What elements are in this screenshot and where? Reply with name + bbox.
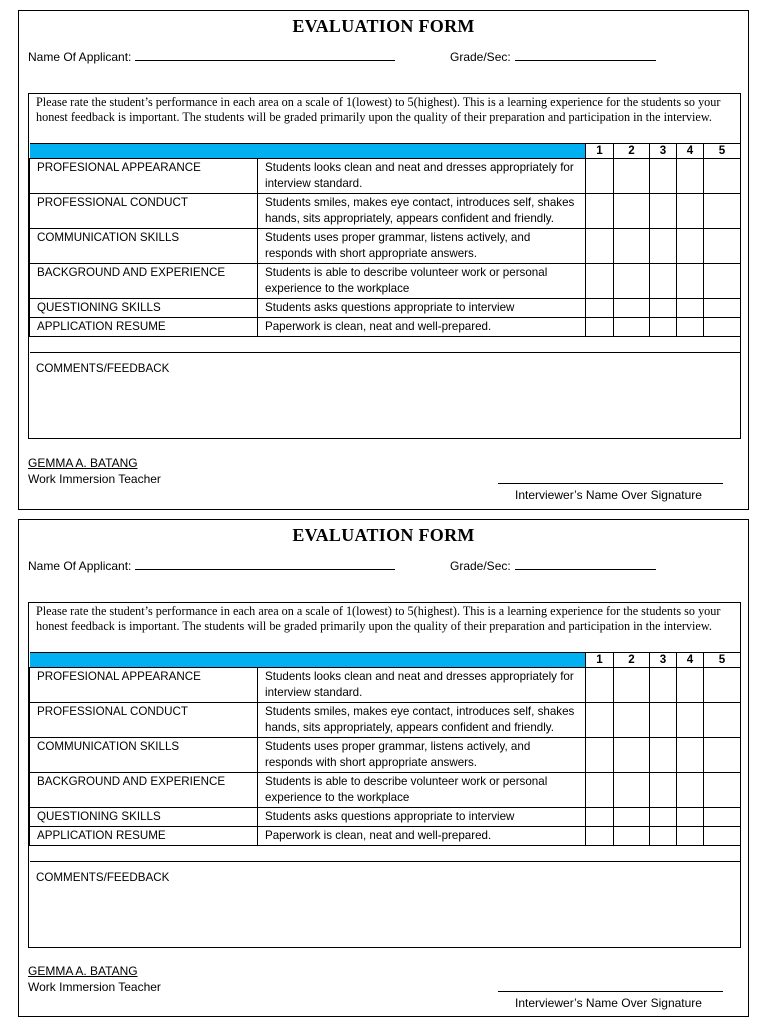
- header-bar: [30, 144, 586, 159]
- criteria-area: BACKGROUND AND EXPERIENCE: [30, 773, 258, 808]
- score-cell[interactable]: [704, 773, 741, 808]
- criteria-area: BACKGROUND AND EXPERIENCE: [30, 264, 258, 299]
- criteria-area: PROFESSIONAL CONDUCT: [30, 194, 258, 229]
- grade-section-label: Grade/Sec:: [450, 559, 511, 573]
- scale-label: 4: [677, 653, 704, 668]
- evaluation-form-1: [18, 10, 749, 510]
- spacer-row: [30, 337, 741, 353]
- score-cell[interactable]: [704, 194, 741, 229]
- criteria-row: [30, 318, 741, 337]
- comments-label: COMMENTS/FEEDBACK: [36, 362, 170, 375]
- spacer-cell: [30, 337, 741, 353]
- grade-section-blank[interactable]: [515, 558, 656, 570]
- signature-label: Interviewer’s Name Over Signature: [515, 488, 702, 502]
- applicant-name-label: Name Of Applicant:: [28, 50, 132, 64]
- signature-line[interactable]: [498, 483, 723, 484]
- grade-section-field[interactable]: [450, 558, 656, 573]
- criteria-area: PROFESSIONAL CONDUCT: [30, 703, 258, 738]
- instructions-text: Please rate the student’s performance in each area on a scale of 1(lowest) to 5(highest). This is a learning experience for the students so your honest feedback is important. The students will be graded primarily upon the quality of their preparation and participation in the interview.: [36, 604, 721, 633]
- score-cell[interactable]: [586, 318, 614, 337]
- rating-table: [29, 143, 741, 353]
- score-cell[interactable]: [614, 668, 650, 703]
- criteria-area: QUESTIONING SKILLS: [30, 299, 258, 318]
- score-cell[interactable]: [677, 264, 704, 299]
- score-cell[interactable]: [650, 318, 677, 337]
- score-cell[interactable]: [677, 668, 704, 703]
- scale-label: 3: [650, 653, 677, 668]
- criteria-row: [30, 299, 741, 318]
- applicant-name-blank[interactable]: [135, 558, 395, 570]
- score-cell[interactable]: [677, 299, 704, 318]
- score-cell[interactable]: [704, 229, 741, 264]
- signature-line[interactable]: [498, 991, 723, 992]
- score-cell[interactable]: [677, 773, 704, 808]
- scale-label: 2: [614, 653, 650, 668]
- score-cell[interactable]: [614, 299, 650, 318]
- criteria-row: [30, 159, 741, 194]
- criteria-area: APPLICATION RESUME: [30, 318, 258, 337]
- instructions-text: Please rate the student’s performance in each area on a scale of 1(lowest) to 5(highest). This is a learning experience for the students so your honest feedback is important. The students will be graded primarily upon the quality of their preparation and participation in the interview.: [36, 95, 721, 124]
- criteria-description: Students uses proper grammar, listens actively, and responds with short appropriate answers.: [258, 738, 586, 773]
- criteria-area: COMMUNICATION SKILLS: [30, 738, 258, 773]
- criteria-description: Students asks questions appropriate to interview: [258, 808, 586, 827]
- criteria-description: Students smiles, makes eye contact, introduces self, shakes hands, sits appropriately, appears confident and friendly.: [258, 703, 586, 738]
- score-cell[interactable]: [650, 703, 677, 738]
- grade-section-label: Grade/Sec:: [450, 50, 511, 64]
- rating-table: [29, 652, 741, 862]
- score-cell[interactable]: [677, 827, 704, 846]
- score-cell[interactable]: [586, 194, 614, 229]
- score-cell[interactable]: [614, 773, 650, 808]
- criteria-row: [30, 194, 741, 229]
- score-cell[interactable]: [614, 827, 650, 846]
- criteria-row: [30, 668, 741, 703]
- score-cell[interactable]: [704, 738, 741, 773]
- score-cell[interactable]: [586, 773, 614, 808]
- score-cell[interactable]: [704, 318, 741, 337]
- grade-section-field[interactable]: [450, 49, 656, 64]
- scale-label: 5: [704, 144, 741, 159]
- scale-label: 4: [677, 144, 704, 159]
- criteria-description: Students asks questions appropriate to interview: [258, 299, 586, 318]
- header-bar: [30, 653, 586, 668]
- scale-label: 2: [614, 144, 650, 159]
- score-cell[interactable]: [704, 668, 741, 703]
- score-cell[interactable]: [704, 159, 741, 194]
- score-cell[interactable]: [614, 318, 650, 337]
- score-cell[interactable]: [614, 229, 650, 264]
- criteria-row: [30, 229, 741, 264]
- applicant-name-label: Name Of Applicant:: [28, 559, 132, 573]
- scale-label: 5: [704, 653, 741, 668]
- score-cell[interactable]: [586, 159, 614, 194]
- criteria-area: PROFESIONAL APPEARANCE: [30, 159, 258, 194]
- evaluation-form-2: [18, 519, 749, 1017]
- score-cell[interactable]: [677, 738, 704, 773]
- teacher-name: GEMMA A. BATANG: [28, 964, 138, 978]
- criteria-description: Students smiles, makes eye contact, introduces self, shakes hands, sits appropriately, appears confident and friendly.: [258, 194, 586, 229]
- score-cell[interactable]: [650, 738, 677, 773]
- scale-label: 1: [586, 144, 614, 159]
- criteria-row: [30, 808, 741, 827]
- spacer-cell: [30, 846, 741, 862]
- score-cell[interactable]: [677, 318, 704, 337]
- score-cell[interactable]: [677, 159, 704, 194]
- criteria-row: [30, 703, 741, 738]
- score-cell[interactable]: [704, 808, 741, 827]
- score-cell[interactable]: [586, 703, 614, 738]
- score-cell[interactable]: [586, 264, 614, 299]
- form-title: EVALUATION FORM: [292, 525, 475, 545]
- score-cell[interactable]: [586, 299, 614, 318]
- criteria-area: APPLICATION RESUME: [30, 827, 258, 846]
- applicant-name-blank[interactable]: [135, 49, 395, 61]
- criteria-description: Students is able to describe volunteer work or personal experience to the workplace: [258, 773, 586, 808]
- rating-header-row: [30, 653, 741, 668]
- score-cell[interactable]: [586, 808, 614, 827]
- score-cell[interactable]: [677, 808, 704, 827]
- score-cell[interactable]: [586, 668, 614, 703]
- score-cell[interactable]: [614, 808, 650, 827]
- teacher-role: Work Immersion Teacher: [28, 980, 161, 994]
- score-cell[interactable]: [650, 773, 677, 808]
- criteria-area: PROFESIONAL APPEARANCE: [30, 668, 258, 703]
- score-cell[interactable]: [650, 299, 677, 318]
- score-cell[interactable]: [586, 827, 614, 846]
- criteria-description: Students looks clean and neat and dresses appropriately for interview standard.: [258, 668, 586, 703]
- score-cell[interactable]: [650, 264, 677, 299]
- criteria-description: Paperwork is clean, neat and well-prepared.: [258, 827, 586, 846]
- criteria-description: Students uses proper grammar, listens actively, and responds with short appropriate answers.: [258, 229, 586, 264]
- score-cell[interactable]: [704, 703, 741, 738]
- score-cell[interactable]: [614, 738, 650, 773]
- score-cell[interactable]: [677, 194, 704, 229]
- spacer-row: [30, 846, 741, 862]
- form-title: EVALUATION FORM: [292, 16, 475, 36]
- applicant-name-field[interactable]: [28, 49, 395, 64]
- score-cell[interactable]: [650, 229, 677, 264]
- score-cell[interactable]: [650, 194, 677, 229]
- score-cell[interactable]: [650, 668, 677, 703]
- rating-header-row: [30, 144, 741, 159]
- score-cell[interactable]: [677, 229, 704, 264]
- signature-label: Interviewer’s Name Over Signature: [515, 996, 702, 1010]
- score-cell[interactable]: [614, 194, 650, 229]
- score-cell[interactable]: [614, 703, 650, 738]
- score-cell[interactable]: [650, 827, 677, 846]
- applicant-name-field[interactable]: [28, 558, 395, 573]
- grade-section-blank[interactable]: [515, 49, 656, 61]
- scale-label: 1: [586, 653, 614, 668]
- score-cell[interactable]: [650, 808, 677, 827]
- score-cell[interactable]: [704, 827, 741, 846]
- score-cell[interactable]: [677, 703, 704, 738]
- score-cell[interactable]: [650, 159, 677, 194]
- score-cell[interactable]: [586, 738, 614, 773]
- criteria-row: [30, 773, 741, 808]
- criteria-area: QUESTIONING SKILLS: [30, 808, 258, 827]
- score-cell[interactable]: [586, 229, 614, 264]
- score-cell[interactable]: [704, 299, 741, 318]
- score-cell[interactable]: [704, 264, 741, 299]
- criteria-row: [30, 827, 741, 846]
- rating-box: [28, 602, 741, 948]
- teacher-role: Work Immersion Teacher: [28, 472, 161, 486]
- score-cell[interactable]: [614, 159, 650, 194]
- criteria-description: Students is able to describe volunteer work or personal experience to the workplace: [258, 264, 586, 299]
- criteria-row: [30, 264, 741, 299]
- criteria-description: Paperwork is clean, neat and well-prepared.: [258, 318, 586, 337]
- scale-label: 3: [650, 144, 677, 159]
- criteria-description: Students looks clean and neat and dresses appropriately for interview standard.: [258, 159, 586, 194]
- teacher-name: GEMMA A. BATANG: [28, 456, 138, 470]
- criteria-row: [30, 738, 741, 773]
- rating-box: [28, 93, 741, 439]
- comments-label: COMMENTS/FEEDBACK: [36, 871, 170, 884]
- score-cell[interactable]: [614, 264, 650, 299]
- criteria-area: COMMUNICATION SKILLS: [30, 229, 258, 264]
